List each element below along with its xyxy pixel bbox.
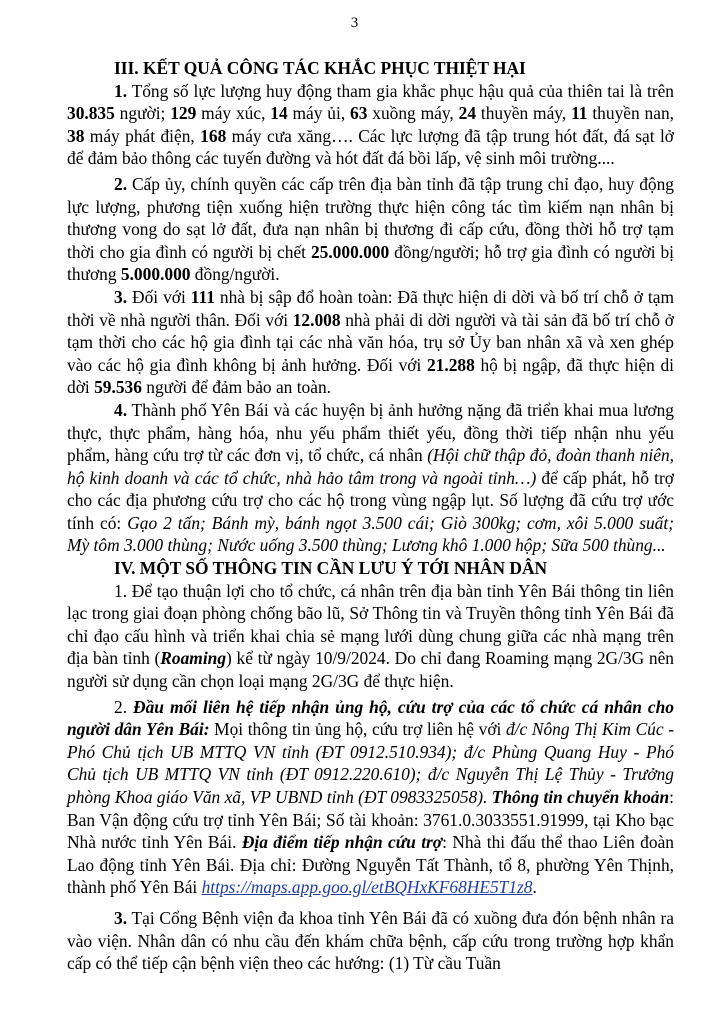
maps-link[interactable]: https://maps.app.goo.gl/etBQHxKF68HE5T1z8 [201,877,533,898]
item-number: 1. [114,80,128,101]
item-number: 3. [114,907,128,928]
paragraph-iii-3: 3. Đối với 111 nhà bị sập đổ hoàn toàn: Đã thực hiện di dời và bố trí chỗ ở tạm thời về nhà người thân. Đối với 12.008 nhà phải di dời người và tài sản đã bố trí chỗ ở tạm thời cho các hộ gia đình tại các nhà văn hóa, trụ sở Ủy ban nhân xã và xen ghép vào các hộ gia đình không bị ảnh hưởng. Đối với 21.288 hộ bị ngập, đã thực hiện di dời 59.536 người để đảm bảo an toàn. [67,286,675,398]
paragraph-iv-3: 3. Tại Cổng Bệnh viện đa khoa tỉnh Yên Bái đã có xuồng đưa đón bệnh nhân ra vào viện. Nhân dân có nhu cầu đến khám chữa bệnh, cấp cứu trong trường hợp khẩn cấp có thể tiếp cận bệnh viện theo các hướng: (1) Từ cầu Tuần [67,907,674,974]
item-number: 4. [114,399,128,420]
section-heading-iii: III. KẾT QUẢ CÔNG TÁC KHẮC PHỤC THIỆT HẠI [114,58,526,78]
paragraph-iii-2: 2. Cấp ủy, chính quyền các cấp trên địa bàn tỉnh đã tập trung chỉ đạo, huy động lực lượng, phương tiện xuống hiện trường thực hiện công tác tìm kiếm nạn nhân bị thương vong do sạt lở đất, đưa nạn nhân bị thương đi cấp cứu, đồng thời hỗ trợ tạm thời cho gia đình có người bị chết 25.000.000 đồng/người; hỗ trợ gia đình có người bị thương 5.000.000 đồng/người. [67,173,675,285]
page-number: 3 [350,15,359,31]
paragraph-iv-2: 2. Đầu mối liên hệ tiếp nhận ủng hộ, cứu trợ của các tổ chức cá nhân cho người dân Yên Bái: Mọi thông tin ủng hộ, cứu trợ liên hệ với đ/c Nông Thị Kim Cúc - Phó Chủ tịch UB MTTQ VN tỉnh (ĐT 0912.510.934); đ/c Phùng Quang Huy - Phó Chủ tịch UB MTTQ VN tỉnh (ĐT 0912.220.610); đ/c Nguyễn Thị Lệ Thủy - Trưởng phòng Khoa giáo Văn xã, VP UBND tỉnh (ĐT 0983325058). Thông tin chuyển khoản: Ban Vận động cứu trợ tỉnh Yên Bái; Số tài khoản: 3761.0.3033551.91999, tại Kho bạc Nhà nước tỉnh Yên Bái. Địa điểm tiếp nhận cứu trợ: Nhà thi đấu thể thao Liên đoàn Lao động tỉnh Yên Bái. Địa chỉ: Đường Nguyễn Tất Thành, tổ 8, phường Yên Thịnh, thành phố Yên Bái https://maps.app.goo.gl/etBQHxKF68HE5T1z8. [67,696,675,898]
item-number: 2. [114,173,128,194]
paragraph-iii-4: 4. Thành phố Yên Bái và các huyện bị ảnh hưởng nặng đã triển khai mua lương thực, thực phẩm, hàng hóa, nhu yếu phẩm thiết yếu, đồng thời tiếp nhận nhu yếu phẩm, hàng cứu trợ từ các đơn vị, tổ chức, cá nhân (Hội chữ thập đỏ, đoàn thanh niên, hộ kinh doanh và các tổ chức, nhà hảo tâm trong và ngoài tỉnh…) để cấp phát, hỗ trợ cho các địa phương cứu trợ cho các hộ trong vùng ngập lụt. Số lượng đã cứu trợ ước tính có: Gạo 2 tấn; Bánh mỳ, bánh ngọt 3.500 cái; Giò 300kg; cơm, xôi 5.000 suất; Mỳ tôm 3.000 thùng; Nước uống 3.500 thùng; Lương khô 1.000 hộp; Sữa 500 thùng... [67,399,675,556]
paragraph-iii-1: 1. Tổng số lực lượng huy động tham gia khắc phục hậu quả của thiên tai là trên 30.835 người; 129 máy xúc, 14 máy ủi, 63 xuồng máy, 24 thuyền máy, 11 thuyền nan, 38 máy phát điện, 168 máy cưa xăng…. Các lực lượng đã tập trung hót đất, đá sạt lở để đảm bảo thông các tuyến đường và hót đất đá bồi lấp, vệ sinh môi trường.... [67,80,674,169]
section-heading-iv: IV. MỘT SỐ THÔNG TIN CẦN LƯU Ý TỚI NHÂN DÂN [114,558,548,579]
item-number: 3. [114,286,128,307]
paragraph-iv-1: 1. Để tạo thuận lợi cho tổ chức, cá nhân trên địa bàn tỉnh Yên Bái thông tin liên lạc trong giai đoạn phòng chống bão lũ, Sở Thông tin và Truyền thông tỉnh Yên Bái đã chỉ đạo cấu hình và triển khai chia sẻ mạng lưới dùng chung giữa các nhà mạng trên địa bàn tỉnh (Roaming) kể từ ngày 10/9/2024. Do chỉ đang Roaming mạng 2G/3G nên người sử dụng cần chọn loại mạng 2G/3G để thực hiện. [67,580,674,692]
document-body [67,57,674,975]
